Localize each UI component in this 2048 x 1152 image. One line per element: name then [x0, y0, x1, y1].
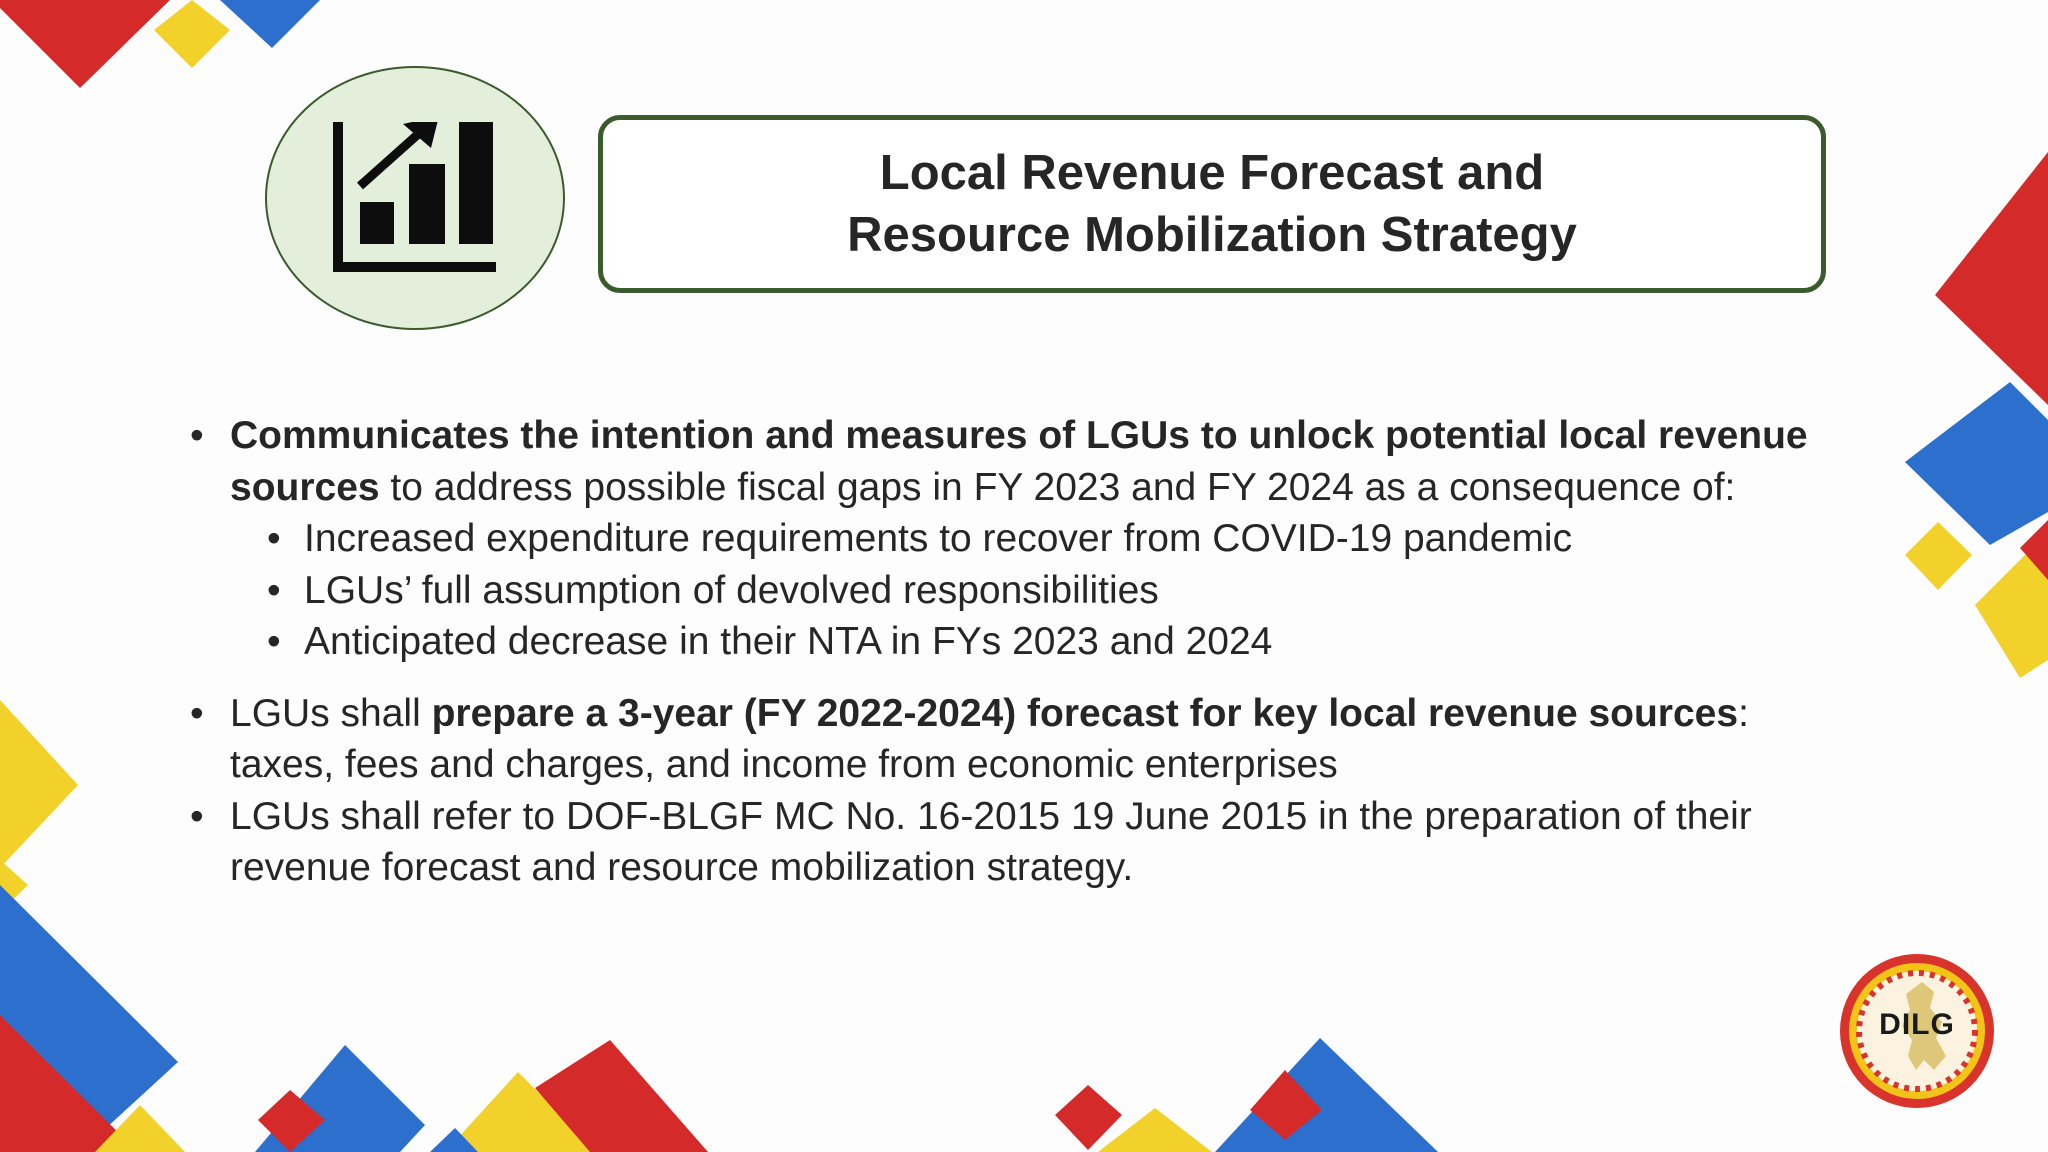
bullet-bold-text: prepare a 3-year (FY 2022-2024) forecast for key local revenue sources	[431, 691, 1739, 735]
deco-red-diamond	[1055, 1085, 1122, 1150]
sub-bullet-item: • LGUs’ full assumption of devolved responsibilities	[267, 565, 1830, 617]
deco-blue-diamond	[1215, 1038, 1438, 1152]
bullet-bold-text: Communicates the intention and measures of LGUs to unlock potential local revenue sources	[230, 414, 1808, 509]
deco-red-diamond	[0, 0, 170, 88]
bullet-text: : taxes, fees and charges, and income from economic enterprises	[230, 691, 1749, 786]
bullet-item	[190, 410, 1830, 668]
deco-yellow-diamond	[0, 700, 78, 868]
bullet-item: • LGUs shall refer to DOF-BLGF MC No. 16-2015 19 June 2015 in the preparation of their revenue forecast and resource mobilization strategy.	[190, 791, 1830, 894]
deco-blue-diamond	[1905, 382, 2048, 545]
icon-circle	[265, 66, 565, 330]
page-title: Local Revenue Forecast and Resource Mobilization Strategy	[847, 146, 1577, 262]
bullet-text: to address possible fiscal gaps in FY 2023 and FY 2024 as a consequence of:	[379, 465, 1736, 509]
bullet-text: LGUs shall	[230, 691, 432, 735]
bar-chart-growth-icon	[333, 122, 501, 278]
bullet-item	[190, 688, 1830, 791]
deco-blue-diamond	[220, 0, 320, 48]
sub-bullet-item: • Anticipated decrease in their NTA in FYs 2023 and 2024	[267, 616, 1830, 668]
sub-bullet-list	[230, 513, 1830, 668]
deco-yellow-diamond	[154, 0, 230, 68]
title-box	[598, 115, 1826, 293]
dilg-seal-logo	[1838, 952, 1996, 1110]
deco-yellow-diamond	[1905, 522, 1972, 590]
seal-text: DILG	[1879, 1008, 1955, 1041]
deco-red-diamond	[1935, 152, 2048, 405]
sub-bullet-item: • Increased expenditure requirements to recover from COVID-19 pandemic	[267, 513, 1830, 565]
content-bullets	[190, 410, 1830, 894]
